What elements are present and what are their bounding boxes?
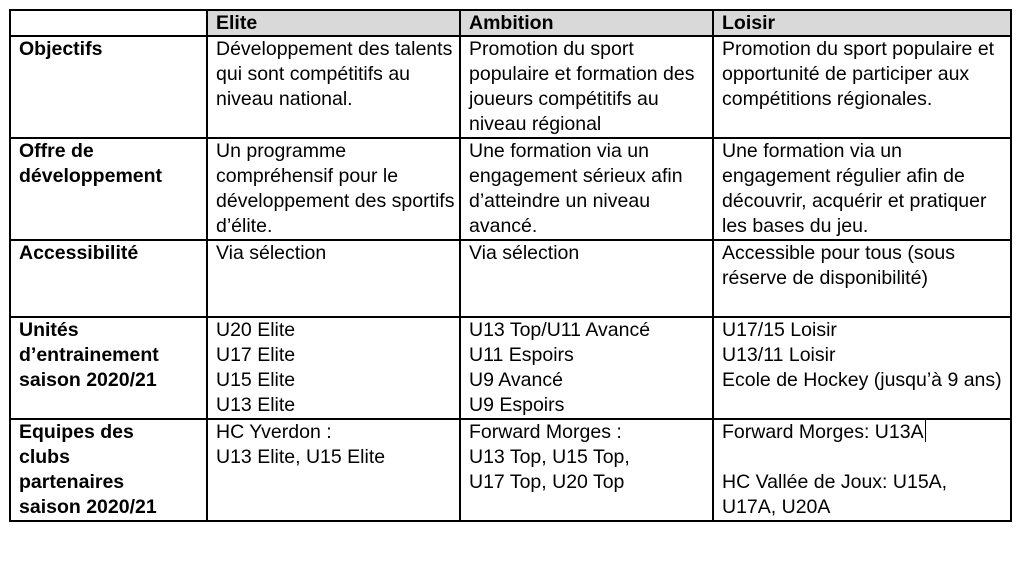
- table-row-accessibilite: [10, 240, 1011, 317]
- row-label-unites: [10, 317, 207, 419]
- table-row-unites: [10, 317, 1011, 419]
- blank-line: [722, 445, 1006, 470]
- row-label-line: Offre de: [19, 140, 94, 162]
- row-label-line: développement: [19, 165, 163, 187]
- cell-equipes-ambition: [460, 419, 713, 521]
- cell-text: Promotion du sport populaire et formation des joueurs compétitifs au niveau régional: [469, 38, 695, 135]
- header-elite: Elite: [207, 10, 460, 36]
- cell-accessibilite-elite: [207, 240, 460, 317]
- row-label-line: Equipes des: [19, 421, 134, 443]
- list-item: U15 Elite: [216, 369, 296, 391]
- list-item: U17/15 Loisir: [722, 319, 837, 341]
- row-label-line: partenaires: [19, 471, 125, 493]
- cell-text: Une formation via un engagement régulier afin de découvrir, acquérir et pratiquer les bases du jeu.: [722, 140, 987, 237]
- list-item: U13 Elite: [216, 394, 296, 416]
- teams-comparison-table: [9, 9, 1012, 522]
- table-header-row: [10, 10, 1011, 36]
- list-item: HC Vallée de Joux: U15A, U17A, U20A: [722, 471, 948, 518]
- row-label-line: clubs: [19, 446, 70, 468]
- table-row-equipes: [10, 419, 1011, 521]
- list-item: Ecole de Hockey (jusqu’à 9 ans): [722, 369, 1002, 391]
- table-row-objectifs: [10, 36, 1011, 138]
- row-label-offre: [10, 138, 207, 240]
- cell-unites-elite: [207, 317, 460, 419]
- row-label-objectifs: [10, 36, 207, 138]
- cell-unites-loisir: [713, 317, 1011, 419]
- cell-objectifs-elite: [207, 36, 460, 138]
- cell-objectifs-ambition: [460, 36, 713, 138]
- list-item: HC Yverdon :: [216, 421, 332, 443]
- cell-equipes-elite: [207, 419, 460, 521]
- cell-equipes-loisir[interactable]: [713, 419, 1011, 521]
- list-item: U11 Espoirs: [469, 344, 574, 366]
- row-label-equipes: [10, 419, 207, 521]
- cell-objectifs-loisir: [713, 36, 1011, 138]
- row-label-line: Unités: [19, 319, 79, 341]
- header-loisir: Loisir: [713, 10, 1011, 36]
- list-item: U9 Avancé: [469, 369, 563, 391]
- list-item: U13/11 Loisir: [722, 344, 836, 366]
- cell-text: Via sélection: [469, 242, 580, 264]
- header-ambition: Ambition: [460, 10, 713, 36]
- table-row-offre: [10, 138, 1011, 240]
- row-label-line: saison 2020/21: [19, 496, 157, 518]
- cell-text: Développement des talents qui sont compétitifs au niveau national.: [216, 38, 453, 110]
- cell-offre-elite: [207, 138, 460, 240]
- list-item: U17 Elite: [216, 344, 296, 366]
- loisir-team-line[interactable]: [722, 420, 1006, 445]
- cell-text: Une formation via un engagement sérieux afin d’atteindre un niveau avancé.: [469, 140, 683, 237]
- cell-offre-ambition: [460, 138, 713, 240]
- cell-offre-loisir: [713, 138, 1011, 240]
- row-label-line: saison 2020/21: [19, 369, 157, 391]
- list-item: U13 Top, U15 Top,: [469, 446, 630, 468]
- cell-text: Promotion du sport populaire et opportunité de participer aux compétitions régionales.: [722, 38, 995, 110]
- row-label-line: Accessibilité: [19, 242, 139, 264]
- list-item: Forward Morges :: [469, 421, 622, 443]
- list-item: U20 Elite: [216, 319, 296, 341]
- list-item: U9 Espoirs: [469, 394, 565, 416]
- header-corner-cell: [10, 10, 207, 36]
- text-cursor: [925, 420, 926, 442]
- list-item: U17 Top, U20 Top: [469, 471, 625, 493]
- cell-accessibilite-ambition: [460, 240, 713, 317]
- cell-accessibilite-loisir: [713, 240, 1011, 317]
- list-item: Forward Morges: U13A: [722, 421, 924, 443]
- cell-text: Accessible pour tous (sous réserve de disponibilité): [722, 242, 956, 289]
- cell-text: Un programme compréhensif pour le développement des sportifs d’élite.: [216, 140, 455, 237]
- row-label-accessibilite: [10, 240, 207, 317]
- row-label-line: d’entrainement: [19, 344, 159, 366]
- cell-text: Via sélection: [216, 242, 327, 264]
- list-item: U13 Elite, U15 Elite: [216, 446, 386, 468]
- list-item: U13 Top/U11 Avancé: [469, 319, 651, 341]
- cell-unites-ambition: [460, 317, 713, 419]
- row-label-line: Objectifs: [19, 38, 103, 60]
